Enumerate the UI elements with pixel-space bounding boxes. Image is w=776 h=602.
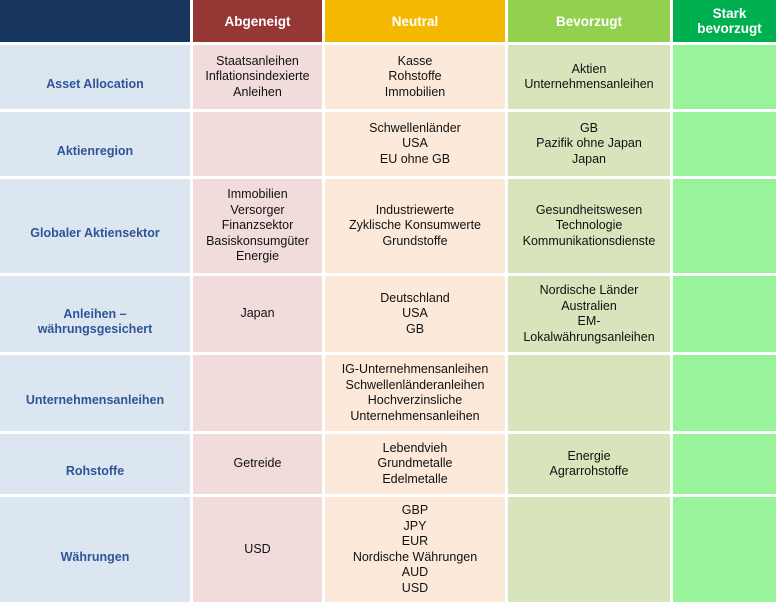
cell-line: Staatsanleihen bbox=[216, 53, 299, 68]
cell-line: IG-Unternehmensanleihen bbox=[341, 362, 489, 376]
cell-line: Japan bbox=[240, 306, 275, 321]
row-label bbox=[0, 276, 190, 352]
cell-line: EU ohne GB bbox=[379, 151, 451, 166]
cell-line: Japan bbox=[571, 151, 607, 166]
cell-bevorzugt bbox=[508, 112, 670, 176]
cell-line: Versorger bbox=[230, 202, 285, 217]
cell-line: Zyklische Konsumwerte bbox=[349, 218, 481, 233]
cell-line: Unternehmensanleihen bbox=[350, 408, 480, 423]
cell-line: Edelmetalle bbox=[382, 471, 448, 486]
cell-line: Schwellenländeranleihen bbox=[345, 377, 485, 392]
cell-neutral bbox=[325, 355, 505, 431]
cell-bevorzugt bbox=[508, 179, 670, 273]
cell-bevorzugt bbox=[508, 497, 670, 602]
cell-line: Anleihen – bbox=[63, 306, 127, 321]
cell-abgeneigt bbox=[193, 45, 322, 109]
cell-line: USD bbox=[244, 541, 271, 556]
cell-bevorzugt bbox=[508, 434, 670, 494]
cell-abgeneigt bbox=[193, 434, 322, 494]
cell-line: Australien bbox=[561, 298, 617, 313]
cell-line: Gesundheitswesen bbox=[535, 202, 643, 217]
cell-line: Währungen bbox=[60, 549, 130, 564]
cell-line: Immobilien bbox=[227, 187, 288, 202]
cell-line: Unternehmensanleihen bbox=[25, 393, 165, 408]
cell-stark-bevorzugt bbox=[673, 179, 776, 273]
cell-stark-bevorzugt bbox=[673, 355, 776, 431]
cell-line: Rohstoffe bbox=[388, 69, 442, 84]
row-label bbox=[0, 497, 190, 602]
cell-neutral bbox=[325, 112, 505, 176]
cell-line: USA bbox=[402, 306, 428, 321]
cell-line: Anleihen bbox=[233, 84, 282, 99]
cell-line: Lebendvieh bbox=[382, 440, 448, 455]
cell-line: Agrarrohstoffe bbox=[549, 464, 629, 478]
cell-line: Nordische Währungen bbox=[352, 549, 478, 564]
cell-stark-bevorzugt bbox=[673, 497, 776, 602]
cell-line: Inflationsindexierte bbox=[205, 69, 310, 84]
row-label bbox=[0, 179, 190, 273]
cell-line: GBP bbox=[401, 503, 429, 517]
header-stark-line1: Stark bbox=[712, 6, 747, 21]
cell-bevorzugt bbox=[508, 45, 670, 109]
cell-abgeneigt bbox=[193, 497, 322, 602]
cell-abgeneigt bbox=[193, 179, 322, 273]
cell-line: Kommunikationsdienste bbox=[522, 233, 656, 248]
cell-line: Grundmetalle bbox=[377, 456, 453, 471]
header-abgeneigt: Abgeneigt bbox=[193, 0, 322, 42]
cell-abgeneigt bbox=[193, 355, 322, 431]
row-label bbox=[0, 355, 190, 431]
cell-neutral bbox=[325, 276, 505, 352]
cell-line: Aktien bbox=[571, 61, 607, 76]
cell-line: Globaler Aktiensektor bbox=[30, 226, 160, 241]
cell-line: Lokalwährungsanleihen bbox=[523, 329, 655, 344]
header-stark-line2: bevorzugt bbox=[697, 21, 762, 36]
cell-line: JPY bbox=[403, 518, 427, 533]
cell-neutral bbox=[325, 45, 505, 109]
cell-line: Asset Allocation bbox=[46, 77, 144, 92]
cell-bevorzugt bbox=[508, 355, 670, 431]
cell-line: Schwellenländer bbox=[369, 120, 461, 135]
row-label bbox=[0, 112, 190, 176]
cell-line: GB bbox=[405, 321, 425, 336]
cell-stark-bevorzugt bbox=[673, 112, 776, 176]
cell-line: Energie bbox=[235, 249, 280, 264]
header-neutral: Neutral bbox=[325, 0, 505, 42]
cell-line: AUD bbox=[401, 565, 429, 579]
cell-line: Energie bbox=[567, 448, 611, 463]
cell-line: Deutschland bbox=[380, 290, 450, 305]
cell-neutral bbox=[325, 179, 505, 273]
cell-bevorzugt bbox=[508, 276, 670, 352]
cell-neutral bbox=[325, 434, 505, 494]
cell-line: Nordische Länder bbox=[539, 283, 639, 297]
header-bevorzugt: Bevorzugt bbox=[508, 0, 670, 42]
cell-line: USD bbox=[401, 580, 429, 595]
cell-abgeneigt bbox=[193, 276, 322, 352]
cell-line: währungsgesichert bbox=[37, 322, 153, 336]
cell-line: GB bbox=[579, 120, 599, 135]
cell-stark-bevorzugt bbox=[673, 45, 776, 109]
cell-line: Getreide bbox=[233, 456, 282, 471]
cell-line: Kasse bbox=[397, 53, 433, 68]
cell-line: EUR bbox=[401, 534, 429, 548]
row-label bbox=[0, 45, 190, 109]
cell-line: Aktienregion bbox=[56, 144, 134, 159]
cell-abgeneigt bbox=[193, 112, 322, 176]
cell-neutral bbox=[325, 497, 505, 602]
cell-stark-bevorzugt bbox=[673, 276, 776, 352]
cell-line: EM- bbox=[577, 314, 601, 328]
cell-line: Unternehmensanleihen bbox=[524, 77, 654, 91]
cell-line: Technologie bbox=[555, 218, 623, 233]
cell-line: Pazifik ohne Japan bbox=[536, 136, 642, 151]
cell-line: Basiskonsumgüter bbox=[206, 233, 309, 248]
cell-line: Hochverzinsliche bbox=[367, 393, 463, 407]
header-blank bbox=[0, 0, 190, 42]
cell-line: Finanzsektor bbox=[221, 218, 294, 233]
cell-stark-bevorzugt bbox=[673, 434, 776, 494]
cell-line: Grundstoffe bbox=[382, 233, 448, 248]
cell-line: Industriewerte bbox=[375, 202, 455, 217]
row-label bbox=[0, 434, 190, 494]
cell-line: Rohstoffe bbox=[65, 464, 125, 479]
cell-line: Immobilien bbox=[384, 84, 446, 99]
cell-line: USA bbox=[402, 136, 428, 151]
header-stark-bevorzugt bbox=[673, 0, 776, 42]
